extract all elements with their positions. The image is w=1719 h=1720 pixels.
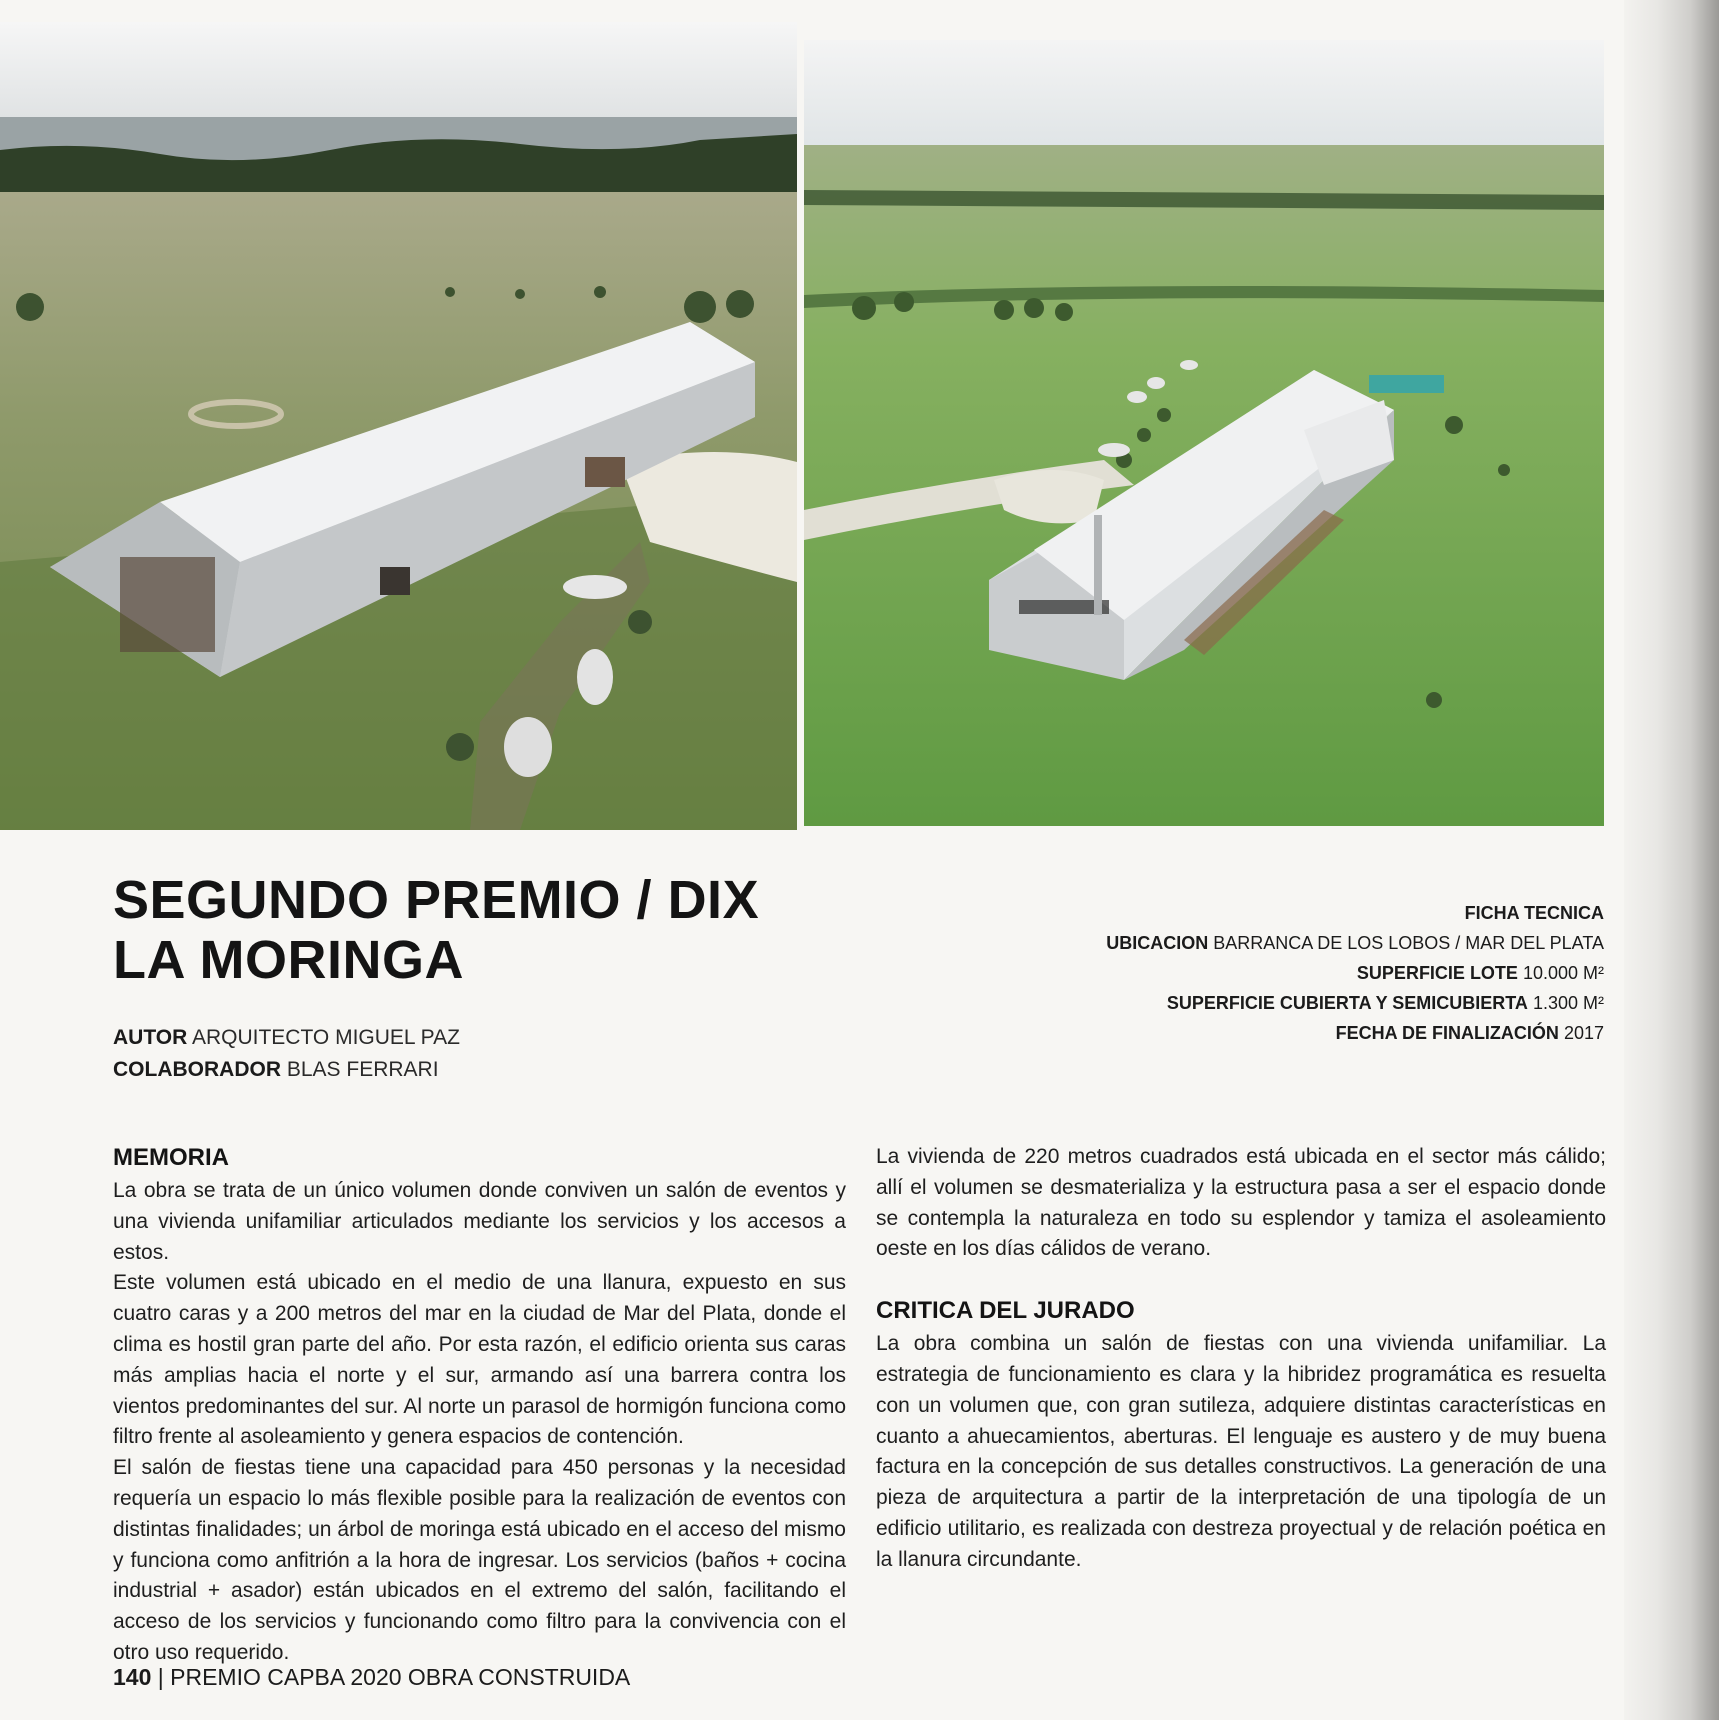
memoria-paragraph-4: La vivienda de 220 metros cuadrados está ubicada en el sector más cálido; allí el volumen se desmaterializa y la estructura pasa a ser el espacio donde se contempla la naturaleza en todo su esplendor y tamiza el asoleamiento oeste en los días cálidos de verano. [876, 1145, 1606, 1261]
memoria-paragraph-3: El salón de fiestas tiene una capacidad para 450 personas y la necesidad requería un espacio lo más flexible posible para la realización de eventos con distintas finalidades; un árbol de moringa está ubicado en el acceso del mismo y funciona como anfitrión a la hora de ingresar. Los servicios (baños + cocina industrial + asador) están ubicados en el extremo del salón, facilitando el acceso de los servicios y funcionando como filtro para la convivencia con el otro uso requerido. [113, 1456, 846, 1664]
aerial-photo-left [0, 22, 797, 830]
autor-value: ARQUITECTO MIGUEL PAZ [191, 1026, 460, 1049]
credit-colaborador [113, 1054, 460, 1086]
cubierta-label: SUPERFICIE CUBIERTA Y SEMICUBIERTA [1166, 993, 1528, 1013]
ficha-lote [904, 958, 1604, 988]
cubierta-value: 1.300 M² [1532, 993, 1604, 1013]
memoria-paragraph-2: Este volumen está ubicado en el medio de una llanura, expuesto en sus cuatro caras y a 200 metros del mar en la ciudad de Mar del Plata, donde el clima es hostil gran parte del año. Por esta razón, el edificio orienta sus caras más amplias hacia el norte y el sur, armando así una barrera contra los vientos predominantes del sur. Al norte un parasol de hormigón funciona como filtro frente al asoleamiento y genera espacios de contención. [113, 1271, 846, 1449]
ficha-cubierta [904, 988, 1604, 1018]
aerial-photo-right [804, 40, 1604, 826]
title-line-project: LA MORINGA [113, 930, 464, 990]
publication-name: PREMIO CAPBA 2020 OBRA CONSTRUIDA [170, 1664, 631, 1690]
ficha-heading [904, 898, 1604, 928]
memoria-heading: MEMORIA [113, 1144, 229, 1171]
column-left [113, 1142, 846, 1669]
colaborador-label: COLABORADOR [113, 1058, 281, 1081]
article-title [113, 870, 759, 990]
page-footer [113, 1664, 630, 1691]
credit-autor [113, 1022, 460, 1054]
page-number: 140 [113, 1664, 152, 1690]
critica-paragraph: La obra combina un salón de fiestas con una vivienda unifamiliar. La estrategia de funcionamiento es clara y la hibridez programática es resuelta con un volumen que, con gran sutileza, adquiere distintas características en cuanto a ahuecamientos, aberturas. El lenguaje es austero y de muy buena factura en la concepción de sus detalles constructivos. La generación de una pieza de arquitectura a partir de la interpretación de una tipología de un edificio utilitario, es realizada con destreza proyectual y de relación poética en la llanura circundante. [876, 1332, 1606, 1571]
ficha-tecnica [904, 898, 1604, 1048]
column-right [876, 1142, 1606, 1576]
ficha-fecha [904, 1018, 1604, 1048]
ubicacion-value: BARRANCA DE LOS LOBOS / MAR DEL PLATA [1213, 933, 1604, 953]
autor-label: AUTOR [113, 1026, 188, 1049]
lote-value: 10.000 M² [1522, 963, 1604, 983]
fecha-label: FECHA DE FINALIZACIÓN [1335, 1023, 1559, 1043]
page-edge-shadow [1624, 0, 1719, 1720]
footer-separator: | [157, 1664, 164, 1690]
credits [113, 1022, 460, 1086]
ficha-ubicacion [904, 928, 1604, 958]
title-line-prize: SEGUNDO PREMIO / DIX [113, 870, 760, 930]
memoria-paragraph-1: La obra se trata de un único volumen donde conviven un salón de eventos y una vivienda unifamiliar articulados mediante los servicios y los accesos a estos. [113, 1179, 846, 1264]
lote-label: SUPERFICIE LOTE [1356, 963, 1518, 983]
critica-heading: CRITICA DEL JURADO [876, 1297, 1135, 1325]
fecha-value: 2017 [1563, 1023, 1604, 1043]
ficha-heading-text: FICHA TECNICA [1464, 903, 1604, 923]
colaborador-value: BLAS FERRARI [286, 1058, 439, 1081]
ubicacion-label: UBICACION [1106, 933, 1209, 953]
